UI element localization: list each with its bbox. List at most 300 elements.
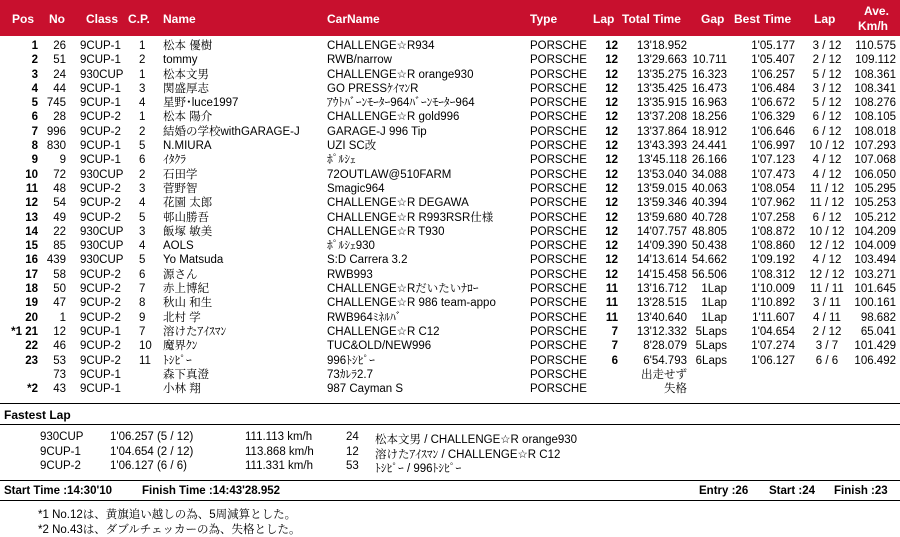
row-gap: 40.063 <box>691 182 727 195</box>
row-pos: 19 <box>25 297 38 310</box>
row-average-speed: 109.112 <box>855 54 896 67</box>
row-carname: CHALLENGE☆R orange930 <box>327 68 474 81</box>
fastest-lap-class: 9CUP-2 <box>40 460 81 472</box>
row-no: 830 <box>46 140 66 153</box>
row-laps: 12 <box>605 268 618 281</box>
row-average-speed: 107.068 <box>854 154 896 167</box>
row-class: 930CUP <box>80 168 124 181</box>
row-no: 50 <box>53 283 66 296</box>
row-carname: ｱｳﾄﾊﾞｰﾝﾓｰﾀｰ964ﾊﾞｰﾝﾓｰﾀｰ964 <box>327 97 475 110</box>
start-count: Start :24 <box>769 485 816 497</box>
row-best-time: 1'06.329 <box>751 111 795 124</box>
table-row <box>0 325 900 339</box>
row-carname: 72OUTLAW@510FARM <box>327 168 452 181</box>
row-no: 53 <box>53 354 66 367</box>
row-type: PORSCHE <box>530 125 587 138</box>
row-average-speed: 108.276 <box>854 97 896 110</box>
fastest-lap-class: 930CUP <box>40 431 84 443</box>
row-gap: 24.441 <box>691 140 727 153</box>
row-pos: 17 <box>25 268 38 281</box>
row-carname: 73ｶﾚﾗ2.7 <box>327 368 374 381</box>
row-driver: 松本 陽介 <box>163 111 213 124</box>
row-total-time: 13'35.915 <box>636 97 687 110</box>
row-average-speed: 104.209 <box>854 225 896 238</box>
fastest-lap-speed: 113.868 km/h <box>245 445 314 458</box>
row-pos: *1 21 <box>11 325 38 338</box>
row-cp: 5 <box>139 211 146 224</box>
row-carname: Smagic964 <box>327 182 385 195</box>
row-driver: 松本文男 <box>163 68 209 81</box>
row-class: 930CUP <box>80 240 124 253</box>
row-laps: 11 <box>605 311 618 324</box>
row-cp: 5 <box>139 140 146 153</box>
row-carname: 987 Cayman S <box>327 383 404 396</box>
row-average-speed: 106.050 <box>854 168 896 181</box>
finish-count: Finish :23 <box>834 485 888 497</box>
row-best-time: 1'07.473 <box>751 168 795 181</box>
row-pos: 1 <box>31 40 38 52</box>
row-laps: 11 <box>605 283 618 296</box>
row-pos: 4 <box>31 82 38 95</box>
row-average-speed: 101.645 <box>854 283 896 296</box>
fastest-lap-class: 9CUP-1 <box>40 445 81 458</box>
row-type: PORSCHE <box>530 68 587 81</box>
row-cp: 9 <box>139 311 146 324</box>
row-cp: 8 <box>139 297 146 310</box>
row-total-time: 14'13.614 <box>636 254 687 267</box>
row-type: PORSCHE <box>530 325 587 338</box>
table-row <box>0 196 900 210</box>
fastest-lap-driver: 溶けたｱｲｽﾏﾝ / CHALLENGE☆R C12 <box>375 448 561 461</box>
row-class: 9CUP-1 <box>80 54 121 67</box>
row-best-lap: 12 / 12 <box>809 268 845 281</box>
row-average-speed: 106.492 <box>854 354 896 367</box>
table-row <box>0 139 900 153</box>
row-cp: 6 <box>139 268 146 281</box>
row-type: PORSCHE <box>530 383 587 396</box>
row-cp: 2 <box>139 54 146 67</box>
fastest-lap-title: Fastest Lap <box>4 408 71 422</box>
row-class: 9CUP-2 <box>80 197 121 210</box>
row-average-speed: 110.575 <box>855 40 896 52</box>
row-laps: 7 <box>611 325 618 338</box>
row-class: 9CUP-1 <box>80 383 121 396</box>
row-type: PORSCHE <box>530 97 587 110</box>
row-no: 46 <box>53 340 66 353</box>
row-no: 24 <box>53 68 66 81</box>
row-no: 58 <box>53 268 66 281</box>
row-no: 43 <box>53 383 66 396</box>
row-total-time: 13'37.208 <box>636 111 687 124</box>
row-class: 9CUP-2 <box>80 125 121 138</box>
row-no: 26 <box>53 40 66 52</box>
row-pos: 13 <box>25 211 38 224</box>
row-laps: 12 <box>605 254 618 267</box>
row-no: 49 <box>53 211 66 224</box>
row-total-time: 出走せず <box>641 368 687 381</box>
row-driver: 石田学 <box>163 168 198 181</box>
row-gap: 5Laps <box>695 325 727 338</box>
row-best-lap: 3 / 12 <box>812 40 842 52</box>
row-carname: CHALLENGE☆R gold996 <box>327 111 460 124</box>
row-average-speed: 108.018 <box>854 125 896 138</box>
fastest-lap-driver: 松本文男 / CHALLENGE☆R orange930 <box>375 434 578 446</box>
row-class: 9CUP-2 <box>80 354 121 367</box>
row-no: 72 <box>53 168 66 181</box>
row-best-lap: 2 / 12 <box>812 54 842 67</box>
row-cp: 5 <box>139 254 146 267</box>
row-laps: 12 <box>605 240 618 253</box>
row-pos: 11 <box>25 182 38 195</box>
table-row <box>0 68 900 82</box>
row-driver: tommy <box>163 54 198 67</box>
row-laps: 12 <box>605 54 618 67</box>
row-carname: CHALLENGE☆R934 <box>327 40 435 52</box>
row-pos: 2 <box>31 54 38 67</box>
row-class: 9CUP-2 <box>80 182 121 195</box>
table-row <box>0 368 900 382</box>
header-total-time: Total Time <box>622 12 681 26</box>
row-total-time: 8'28.079 <box>643 340 687 353</box>
row-type: PORSCHE <box>530 111 587 124</box>
row-best-time: 1'09.192 <box>751 254 795 267</box>
table-row <box>0 110 900 124</box>
divider <box>0 424 900 425</box>
row-cp: 3 <box>139 182 146 195</box>
row-class: 9CUP-1 <box>80 140 121 153</box>
row-carname: TUC&OLD/NEW996 <box>327 340 432 353</box>
row-total-time: 13'28.515 <box>636 297 687 310</box>
row-no: 28 <box>53 111 66 124</box>
row-laps: 12 <box>605 82 618 95</box>
row-carname: GARAGE-J 996 Tip <box>327 125 427 138</box>
row-average-speed: 101.429 <box>854 340 896 353</box>
row-gap: 50.438 <box>691 240 727 253</box>
header-class: Class <box>86 12 119 26</box>
row-type: PORSCHE <box>530 225 587 238</box>
row-class: 9CUP-2 <box>80 268 121 281</box>
row-best-lap: 6 / 12 <box>812 111 842 124</box>
row-best-lap: 6 / 6 <box>815 354 839 367</box>
row-no: 1 <box>59 311 66 324</box>
header-pos: Pos <box>12 12 35 26</box>
row-laps: 11 <box>605 297 618 310</box>
row-best-time: 1'08.312 <box>751 268 795 281</box>
table-row <box>0 239 900 253</box>
row-gap: 48.805 <box>691 225 727 238</box>
row-no: 12 <box>53 325 66 338</box>
row-carname: GO PRESSｹｲﾏﾝR <box>327 82 419 95</box>
row-laps: 12 <box>605 225 618 238</box>
row-laps: 12 <box>605 182 618 195</box>
row-pos: 8 <box>31 140 38 153</box>
row-average-speed: 100.161 <box>854 297 896 310</box>
header-no: No <box>49 12 65 26</box>
table-row <box>0 182 900 196</box>
row-carname: RWB993 <box>327 268 373 281</box>
row-class: 9CUP-2 <box>80 340 121 353</box>
row-no: 996 <box>46 125 66 138</box>
row-laps: 12 <box>605 197 618 210</box>
row-cp: 1 <box>139 68 146 81</box>
table-row <box>0 39 900 53</box>
row-average-speed: 107.293 <box>854 140 896 153</box>
table-row <box>0 354 900 368</box>
row-no: 9 <box>59 154 66 167</box>
table-row <box>0 96 900 110</box>
row-pos: 10 <box>25 168 38 181</box>
start-time: Start Time :14:30'10 <box>4 485 112 497</box>
row-total-time: 6'54.793 <box>643 354 687 367</box>
row-gap: 26.166 <box>691 154 727 167</box>
row-best-lap: 11 / 12 <box>809 197 845 210</box>
row-pos: 22 <box>25 340 38 353</box>
row-class: 9CUP-2 <box>80 283 121 296</box>
row-best-lap: 3 / 12 <box>812 82 842 95</box>
row-carname: UZI SC改 <box>327 140 377 153</box>
header-gap: Gap <box>701 12 725 26</box>
table-row <box>0 382 900 396</box>
header-cp: C.P. <box>128 12 150 26</box>
row-pos: 23 <box>25 354 38 367</box>
table-row <box>0 253 900 267</box>
row-best-lap: 4 / 11 <box>813 311 841 324</box>
row-type: PORSCHE <box>530 240 587 253</box>
row-no: 51 <box>53 54 66 67</box>
note-2: *2 No.43は、ダブルチェッカーの為、失格とした。 <box>38 524 301 536</box>
row-pos: 15 <box>25 240 38 253</box>
row-type: PORSCHE <box>530 311 587 324</box>
results-header <box>0 0 900 36</box>
row-no: 54 <box>53 197 66 210</box>
row-type: PORSCHE <box>530 197 587 210</box>
fastest-lap-time: 1'04.654 (2 / 12) <box>110 445 194 458</box>
row-type: PORSCHE <box>530 283 587 296</box>
table-row <box>0 53 900 67</box>
header-best-time: Best Time <box>734 12 792 26</box>
row-carname: CHALLENGE☆Rだいたいﾅﾛｰ <box>327 283 479 296</box>
row-gap: 54.662 <box>691 254 727 267</box>
table-row <box>0 153 900 167</box>
row-cp: 11 <box>139 354 151 367</box>
row-carname: RWB/narrow <box>327 54 392 67</box>
row-best-lap: 4 / 12 <box>812 154 842 167</box>
row-total-time: 13'45.118 <box>637 154 687 167</box>
row-driver: 秋山 和生 <box>163 297 213 310</box>
row-total-time: 13'16.712 <box>636 283 687 296</box>
row-average-speed: 108.105 <box>854 111 896 124</box>
row-no: 745 <box>46 97 66 110</box>
row-best-time: 1'06.127 <box>751 354 795 367</box>
row-total-time: 13'35.425 <box>636 82 687 95</box>
row-type: PORSCHE <box>530 82 587 95</box>
row-carname: S:D Carrera 3.2 <box>327 254 408 267</box>
row-class: 9CUP-2 <box>80 211 121 224</box>
note-1: *1 No.12は、黄旗追い越しの為、5周減算とした。 <box>38 509 297 521</box>
row-laps: 12 <box>605 125 618 138</box>
row-pos: 16 <box>25 254 38 267</box>
row-gap: 16.473 <box>691 82 727 95</box>
row-driver: 魔界ｸﾝ <box>163 340 198 353</box>
row-total-time: 失格 <box>664 383 687 396</box>
row-driver: AOLS <box>163 240 194 253</box>
fastest-lap-speed: 111.331 km/h <box>245 460 313 472</box>
row-pos: 7 <box>31 125 38 138</box>
row-carname: CHALLENGE☆R C12 <box>327 325 440 338</box>
row-best-lap: 2 / 12 <box>812 325 842 338</box>
row-best-lap: 10 / 12 <box>809 140 845 153</box>
row-driver: 花園 太郎 <box>163 197 213 210</box>
row-no: 44 <box>53 82 66 95</box>
row-class: 9CUP-1 <box>80 368 121 381</box>
row-best-time: 1'04.654 <box>751 325 795 338</box>
row-pos: 6 <box>31 111 38 124</box>
row-driver: 関盛厚志 <box>163 82 209 95</box>
header-ave: Ave. <box>864 4 889 18</box>
fastest-lap-no: 53 <box>346 460 359 472</box>
row-gap: 18.256 <box>691 111 727 124</box>
row-no: 439 <box>46 254 66 267</box>
header-kmh: Km/h <box>858 19 888 33</box>
row-carname: ﾎﾟﾙｼｪ930 <box>327 240 375 253</box>
row-cp: 4 <box>139 97 146 110</box>
header-carname: CarName <box>327 12 380 26</box>
row-best-time: 1'10.892 <box>751 297 795 310</box>
table-row <box>0 82 900 96</box>
row-total-time: 13'53.040 <box>636 168 687 181</box>
row-best-lap: 5 / 12 <box>812 68 842 81</box>
header-type: Type <box>530 12 558 26</box>
row-driver: 邨山勝吾 <box>163 211 209 224</box>
row-cp: 3 <box>139 225 146 238</box>
row-average-speed: 105.253 <box>854 197 896 210</box>
table-row <box>0 311 900 325</box>
row-pos: 3 <box>31 68 38 81</box>
row-best-lap: 3 / 7 <box>815 340 839 353</box>
row-gap: 16.323 <box>691 68 727 81</box>
row-best-time: 1'08.872 <box>751 225 795 238</box>
row-total-time: 14'07.757 <box>636 225 687 238</box>
row-type: PORSCHE <box>530 54 587 67</box>
row-type: PORSCHE <box>530 297 587 310</box>
row-carname: CHALLENGE☆R DEGAWA <box>327 197 469 210</box>
row-type: PORSCHE <box>530 354 587 367</box>
table-row <box>0 125 900 139</box>
row-total-time: 13'35.275 <box>636 68 687 81</box>
row-laps: 12 <box>605 97 618 110</box>
row-no: 22 <box>53 225 66 238</box>
divider <box>0 403 900 404</box>
row-driver: 赤上博紀 <box>163 283 209 296</box>
row-gap: 40.728 <box>691 211 727 224</box>
row-no: 85 <box>53 240 66 253</box>
row-gap: 6Laps <box>695 354 727 367</box>
row-gap: 56.506 <box>691 268 727 281</box>
fastest-lap-time: 1'06.127 (6 / 6) <box>110 460 187 472</box>
row-type: PORSCHE <box>530 368 587 381</box>
row-driver: 小林 翔 <box>163 383 201 396</box>
row-carname: ﾎﾟﾙｼｪ <box>327 154 356 167</box>
row-best-lap: 10 / 12 <box>809 225 845 238</box>
row-average-speed: 104.009 <box>854 240 896 253</box>
row-total-time: 13'40.640 <box>636 311 687 324</box>
row-driver: 飯塚 敏美 <box>163 225 213 238</box>
row-best-lap: 11 / 11 <box>810 283 844 296</box>
row-type: PORSCHE <box>530 40 587 52</box>
row-laps: 12 <box>605 140 618 153</box>
row-gap: 1Lap <box>701 297 727 310</box>
row-total-time: 13'12.332 <box>636 325 687 338</box>
row-cp: 7 <box>139 325 146 338</box>
row-laps: 6 <box>611 354 618 367</box>
row-type: PORSCHE <box>530 168 587 181</box>
row-driver: N.MIURA <box>163 140 212 153</box>
row-total-time: 14'15.458 <box>636 268 687 281</box>
table-row <box>0 268 900 282</box>
table-row <box>0 211 900 225</box>
table-row <box>0 168 900 182</box>
row-cp: 4 <box>139 240 146 253</box>
table-row <box>0 339 900 353</box>
divider <box>0 500 900 501</box>
row-laps: 12 <box>605 40 618 52</box>
row-driver: 星野･luce1997 <box>163 97 239 110</box>
row-cp: 10 <box>139 340 152 353</box>
row-pos: 9 <box>31 154 38 167</box>
row-total-time: 13'18.952 <box>636 40 687 52</box>
row-best-time: 1'06.646 <box>751 125 795 138</box>
row-best-time: 1'06.484 <box>751 82 795 95</box>
row-total-time: 14'09.390 <box>636 240 687 253</box>
row-best-time: 1'11.607 <box>752 311 795 324</box>
row-total-time: 13'59.680 <box>636 211 687 224</box>
row-laps: 7 <box>611 340 618 353</box>
row-driver: 源さん <box>163 268 198 281</box>
header-lap: Lap <box>593 12 615 26</box>
row-best-lap: 5 / 12 <box>812 97 842 110</box>
row-gap: 16.963 <box>691 97 727 110</box>
row-carname: RWB964ﾐﾈﾙﾊﾞ <box>327 311 402 324</box>
row-driver: 溶けたｱｲｽﾏﾝ <box>163 325 227 338</box>
row-class: 9CUP-2 <box>80 297 121 310</box>
row-laps: 12 <box>605 168 618 181</box>
row-total-time: 13'59.015 <box>636 182 687 195</box>
row-cp: 2 <box>139 168 146 181</box>
row-gap: 34.088 <box>691 168 727 181</box>
row-cp: 6 <box>139 154 146 167</box>
table-row <box>0 296 900 310</box>
row-driver: 松本 優樹 <box>163 40 213 52</box>
row-average-speed: 98.682 <box>860 311 896 324</box>
row-type: PORSCHE <box>530 140 587 153</box>
row-pos: 14 <box>25 225 38 238</box>
row-best-lap: 3 / 11 <box>813 297 841 310</box>
row-laps: 12 <box>605 154 618 167</box>
row-class: 930CUP <box>80 225 124 238</box>
row-pos: 18 <box>25 283 38 296</box>
row-driver: 結婚の学校withGARAGE-J <box>163 125 300 138</box>
row-class: 9CUP-1 <box>80 325 121 338</box>
row-cp: 3 <box>139 82 146 95</box>
row-best-time: 1'10.009 <box>751 283 795 296</box>
fastest-lap-driver: ﾄｼﾋﾟｰ / 996ﾄｼﾋﾟｰ <box>375 463 462 475</box>
row-best-time: 1'07.962 <box>751 197 795 210</box>
header-name: Name <box>163 12 196 26</box>
results-table <box>0 39 900 396</box>
row-average-speed: 105.295 <box>854 182 896 195</box>
row-no: 73 <box>53 368 66 381</box>
row-no: 48 <box>53 182 66 195</box>
